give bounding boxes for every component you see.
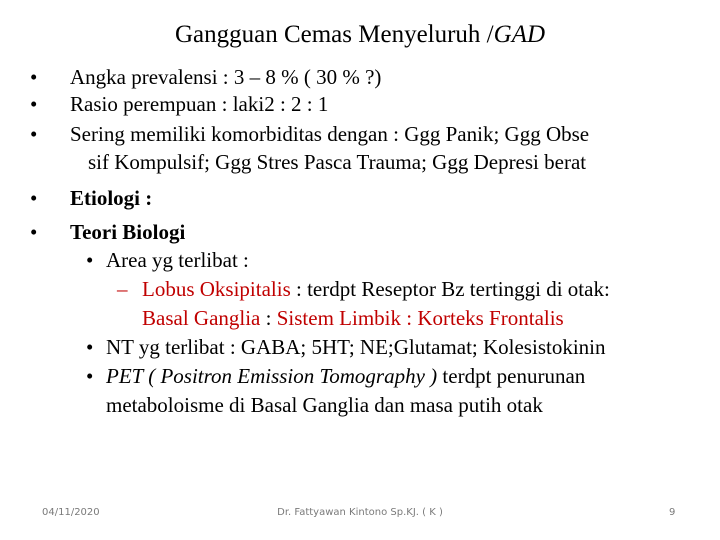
rasio-text: Rasio perempuan : laki2 : 2 : 1 bbox=[70, 92, 329, 116]
bullet-icon: • bbox=[30, 65, 38, 89]
slide-title bbox=[0, 18, 720, 52]
etiologi-heading: Etiologi : bbox=[70, 186, 153, 210]
basal-ganglia-label: Basal Ganglia bbox=[142, 306, 261, 330]
komorbiditas-text-line2: sif Kompulsif; Ggg Stres Pasca Trauma; Ggg Depresi berat bbox=[88, 150, 587, 174]
lobus-oksipitalis-label: Lobus Oksipitalis bbox=[142, 277, 291, 301]
bullet-icon: • bbox=[30, 186, 38, 210]
footer-date: 04/11/2020 bbox=[42, 507, 100, 518]
bullet-icon: • bbox=[86, 335, 94, 359]
pet-term: PET ( Positron Emission Tomography ) bbox=[106, 364, 438, 388]
bullet-icon: • bbox=[30, 220, 38, 244]
bullet-icon: • bbox=[86, 248, 94, 272]
area-text: Area yg terlibat : bbox=[106, 248, 249, 272]
footer-page-number: 9 bbox=[669, 507, 676, 518]
separator-text: : bbox=[260, 306, 277, 330]
dash-icon: – bbox=[117, 277, 128, 301]
prevalensi-text: Angka prevalensi : 3 – 8 % ( 30 % ?) bbox=[70, 65, 382, 89]
pet-description: terdpt penurunan bbox=[437, 364, 586, 388]
nt-text: NT yg terlibat : GABA; 5HT; NE;Glutamat; Kolesistokinin bbox=[106, 335, 606, 359]
slide-title-acronym: GAD bbox=[493, 21, 546, 48]
pet-text-line2: metaboloisme di Basal Ganglia dan masa putih otak bbox=[106, 393, 543, 417]
bullet-icon: • bbox=[30, 92, 38, 116]
limbik-korteks-label: Sistem Limbik : Korteks Frontalis bbox=[276, 306, 564, 330]
lobus-text bbox=[142, 277, 610, 301]
basal-ganglia-line bbox=[142, 306, 564, 330]
komorbiditas-text-line1: Sering memiliki komorbiditas dengan : Ggg Panik; Ggg Obse bbox=[70, 122, 590, 146]
pet-text bbox=[106, 364, 585, 388]
lobus-description: : terdpt Reseptor Bz tertinggi di otak: bbox=[290, 277, 610, 301]
teori-biologi-heading: Teori Biologi bbox=[70, 220, 186, 244]
footer-author: Dr. Fattyawan Kintono Sp.KJ. ( K ) bbox=[277, 507, 443, 518]
bullet-icon: • bbox=[30, 122, 38, 146]
bullet-icon: • bbox=[86, 364, 94, 388]
slide-title-main: Gangguan Cemas Menyeluruh / bbox=[174, 21, 494, 48]
